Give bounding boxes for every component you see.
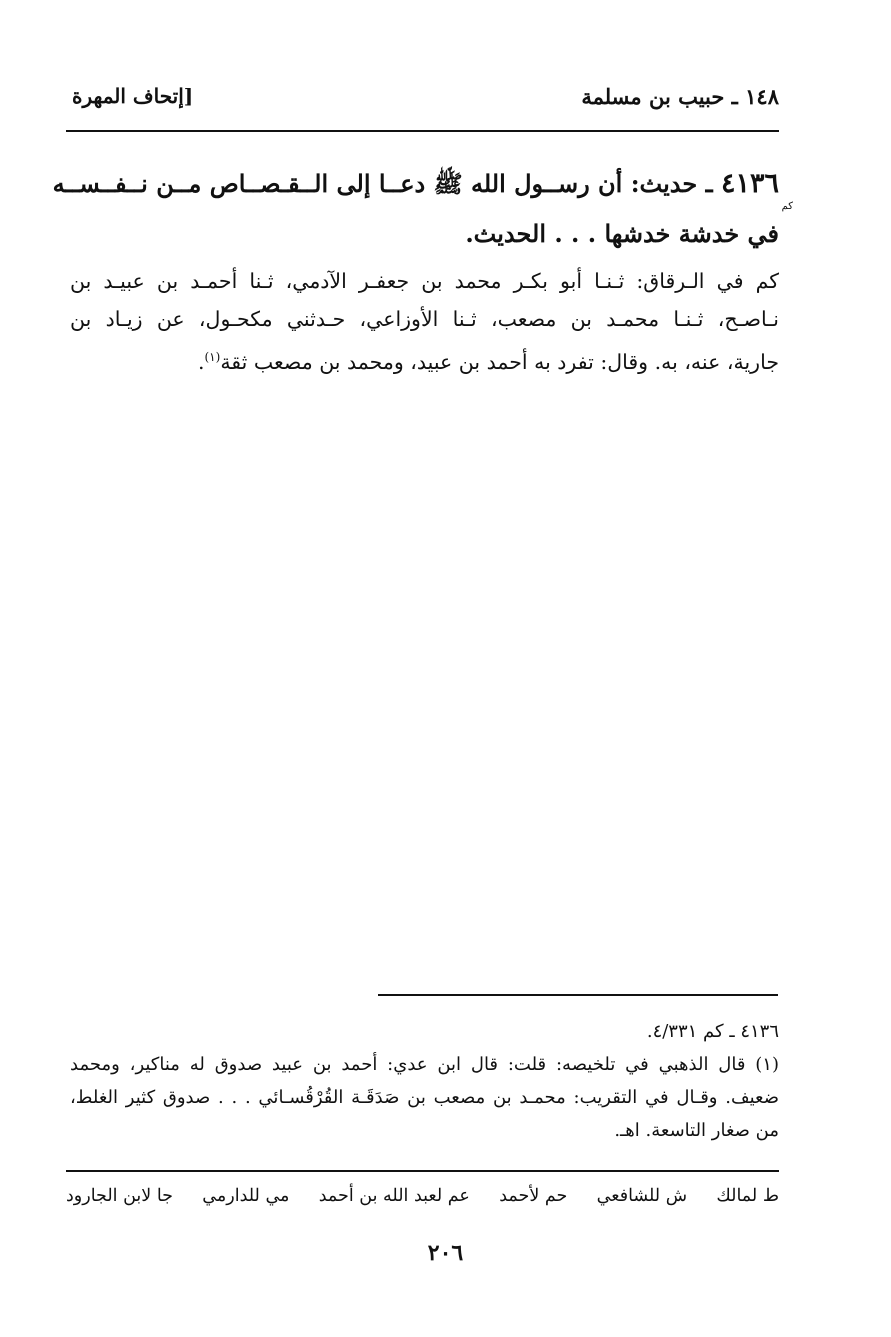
isnad-line: كم في الـرقاق: ثـنـا أبو بكـر محمد بن جعفـر الآدمي، ثـنا أحمـد بن عبيـد بن [70,269,779,293]
footnote-line: ضعيف. وقـال في التقريب: محمـد بن مصعب بن صَدَقَـة القُرْقُسـائي . . . صدوق كثير الغلط، [70,1087,779,1108]
abbreviation-item: ط لمالك [716,1186,779,1206]
footnote-line: ٤١٣٦ ـ كم ٤/٣٣١. [646,1021,779,1042]
abbreviation-item: مي للدارمي [202,1186,290,1206]
abbreviation-item: جا لابن الجارود [66,1186,173,1206]
hadith-text-line-1: ـ حديث: أن رســول الله ﷺ دعــا إلى الــقـصــاص مــن نــفــســه [52,169,713,198]
abbreviations-key [66,1186,779,1206]
abbreviation-item: عم لعبد الله بن أحمد [318,1186,470,1206]
isnad-line: جارية، عنه، به. وقال: تفرد به أحمد بن عبيد، ومحمد بن مصعب ثقة$^{(١)}$. [197,349,779,374]
footnotes-block [70,1015,779,1147]
isnad-paragraph [70,262,779,381]
footnote-line: من صغار التاسعة. اهـ. [614,1120,779,1141]
abbreviation-item: ش للشافعي [596,1186,688,1206]
footnote-divider [378,994,778,996]
running-head-book: [إتحاف المهرة [72,84,194,108]
source-marker: كم [781,201,793,212]
abbreviation-item: حم لأحمد [499,1186,568,1206]
hadith-text-line-2: في خدشة خدشها . . . الحديث. [465,219,779,248]
header-divider [66,130,779,132]
running-head-chapter: ١٤٨ ـ حبيب بن مسلمة [581,84,779,109]
page-number: ٢٠٦ [427,1240,464,1266]
hadith-number: ٤١٣٦ [720,168,779,199]
footnote-line: (١) قال الذهبي في تلخيصه: قلت: قال ابن عدي: أحمد بن عبيد صدوق له مناكير، ومحمد [70,1054,779,1075]
isnad-line-text: جارية، عنه، به. وقال: تفرد به أحمد بن عبيد، ومحمد بن مصعب ثقة [220,349,779,374]
footnote-reference: (١) [204,350,221,364]
abbreviations-divider [66,1170,779,1172]
hadith-heading [52,168,779,204]
isnad-line: نـاصـح، ثـنـا محمـد بن مصعب، ثـنا الأوزاعي، حـدثني مكحـول، عن زيـاد بن [70,307,779,331]
